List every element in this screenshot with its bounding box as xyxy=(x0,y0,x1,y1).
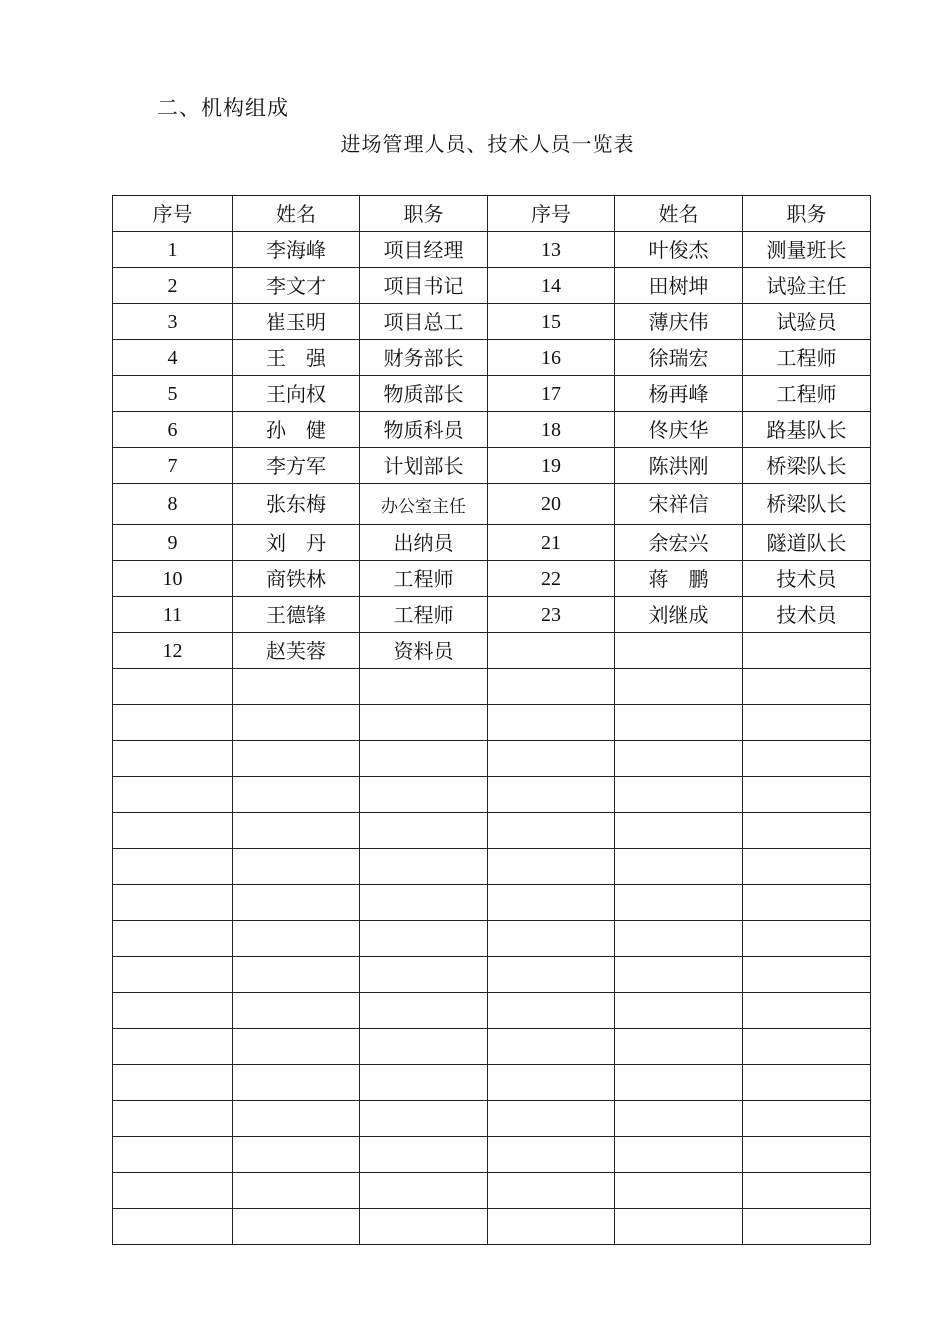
name-cell: 王德锋 xyxy=(233,597,360,633)
position-cell: 工程师 xyxy=(360,597,488,633)
table-row xyxy=(113,340,871,376)
position-cell: 物质部长 xyxy=(360,376,488,412)
empty-cell xyxy=(488,777,615,813)
seq-cell: 21 xyxy=(488,525,615,561)
section-heading: 二、机构组成 xyxy=(157,96,289,120)
name-cell: 刘 丹 xyxy=(233,525,360,561)
empty-cell xyxy=(360,1173,488,1209)
header-cell: 职务 xyxy=(360,196,488,232)
name-cell: 商铁林 xyxy=(233,561,360,597)
empty-cell xyxy=(233,993,360,1029)
name-cell: 陈洪刚 xyxy=(615,448,743,484)
empty-cell xyxy=(113,849,233,885)
empty-cell xyxy=(360,1137,488,1173)
empty-cell xyxy=(113,1065,233,1101)
empty-cell xyxy=(615,885,743,921)
table-row xyxy=(113,633,871,669)
table-title: 进场管理人员、技术人员一览表 xyxy=(340,132,635,156)
position-cell: 隧道队长 xyxy=(743,525,871,561)
table-row xyxy=(113,412,871,448)
table-row xyxy=(113,525,871,561)
position-cell xyxy=(743,633,871,669)
name-cell: 徐瑞宏 xyxy=(615,340,743,376)
empty-row xyxy=(113,1029,871,1065)
seq-cell: 10 xyxy=(113,561,233,597)
name-cell: 王向权 xyxy=(233,376,360,412)
position-cell: 测量班长 xyxy=(743,232,871,268)
name-cell: 孙 健 xyxy=(233,412,360,448)
seq-cell: 18 xyxy=(488,412,615,448)
position-cell: 桥梁队长 xyxy=(743,484,871,525)
seq-cell: 13 xyxy=(488,232,615,268)
empty-cell xyxy=(233,957,360,993)
position-cell: 项目经理 xyxy=(360,232,488,268)
empty-cell xyxy=(615,1029,743,1065)
empty-cell xyxy=(743,669,871,705)
empty-row xyxy=(113,777,871,813)
empty-row xyxy=(113,741,871,777)
position-cell: 桥梁队长 xyxy=(743,448,871,484)
name-cell xyxy=(615,633,743,669)
empty-cell xyxy=(743,813,871,849)
seq-cell: 22 xyxy=(488,561,615,597)
position-cell: 资料员 xyxy=(360,633,488,669)
position-cell: 工程师 xyxy=(743,376,871,412)
empty-cell xyxy=(113,1029,233,1065)
position-cell: 物质科员 xyxy=(360,412,488,448)
empty-cell xyxy=(743,1209,871,1245)
seq-cell: 5 xyxy=(113,376,233,412)
empty-cell xyxy=(360,705,488,741)
empty-cell xyxy=(615,813,743,849)
empty-cell xyxy=(488,1065,615,1101)
empty-cell xyxy=(615,1137,743,1173)
empty-cell xyxy=(360,921,488,957)
empty-cell xyxy=(488,1137,615,1173)
seq-cell: 9 xyxy=(113,525,233,561)
seq-cell: 15 xyxy=(488,304,615,340)
header-row xyxy=(113,196,871,232)
empty-cell xyxy=(233,669,360,705)
position-cell: 技术员 xyxy=(743,597,871,633)
empty-cell xyxy=(743,741,871,777)
empty-row xyxy=(113,1173,871,1209)
name-cell: 崔玉明 xyxy=(233,304,360,340)
name-cell: 王 强 xyxy=(233,340,360,376)
empty-cell xyxy=(233,705,360,741)
empty-row xyxy=(113,957,871,993)
position-cell: 工程师 xyxy=(743,340,871,376)
empty-cell xyxy=(615,777,743,813)
empty-cell xyxy=(113,921,233,957)
empty-cell xyxy=(360,1029,488,1065)
empty-cell xyxy=(615,1101,743,1137)
empty-cell xyxy=(488,849,615,885)
empty-cell xyxy=(233,1173,360,1209)
empty-cell xyxy=(743,993,871,1029)
empty-cell xyxy=(233,1101,360,1137)
header-cell: 姓名 xyxy=(615,196,743,232)
table-row xyxy=(113,268,871,304)
seq-cell: 23 xyxy=(488,597,615,633)
empty-cell xyxy=(360,1065,488,1101)
empty-cell xyxy=(233,885,360,921)
empty-cell xyxy=(488,993,615,1029)
empty-cell xyxy=(615,1065,743,1101)
empty-cell xyxy=(233,1065,360,1101)
empty-cell xyxy=(113,993,233,1029)
empty-row xyxy=(113,885,871,921)
empty-cell xyxy=(488,669,615,705)
empty-cell xyxy=(233,849,360,885)
empty-cell xyxy=(360,993,488,1029)
seq-cell: 4 xyxy=(113,340,233,376)
seq-cell: 17 xyxy=(488,376,615,412)
empty-cell xyxy=(615,669,743,705)
empty-row xyxy=(113,921,871,957)
name-cell: 叶俊杰 xyxy=(615,232,743,268)
empty-cell xyxy=(113,813,233,849)
empty-cell xyxy=(233,777,360,813)
empty-cell xyxy=(743,957,871,993)
position-cell: 试验员 xyxy=(743,304,871,340)
empty-cell xyxy=(233,813,360,849)
empty-cell xyxy=(360,777,488,813)
table-row xyxy=(113,484,871,525)
name-cell: 赵芙蓉 xyxy=(233,633,360,669)
header-cell: 职务 xyxy=(743,196,871,232)
empty-cell xyxy=(615,741,743,777)
empty-cell xyxy=(488,885,615,921)
empty-cell xyxy=(360,885,488,921)
empty-cell xyxy=(360,957,488,993)
empty-cell xyxy=(113,957,233,993)
empty-cell xyxy=(743,1137,871,1173)
position-cell: 试验主任 xyxy=(743,268,871,304)
empty-cell xyxy=(743,1173,871,1209)
empty-cell xyxy=(360,849,488,885)
table-row xyxy=(113,561,871,597)
empty-cell xyxy=(743,777,871,813)
position-cell: 项目总工 xyxy=(360,304,488,340)
seq-cell: 1 xyxy=(113,232,233,268)
empty-cell xyxy=(113,669,233,705)
empty-row xyxy=(113,849,871,885)
empty-cell xyxy=(113,1101,233,1137)
empty-cell xyxy=(743,885,871,921)
seq-cell: 6 xyxy=(113,412,233,448)
empty-cell xyxy=(360,813,488,849)
empty-cell xyxy=(488,705,615,741)
empty-cell xyxy=(743,1101,871,1137)
position-cell: 出纳员 xyxy=(360,525,488,561)
empty-row xyxy=(113,669,871,705)
position-cell: 计划部长 xyxy=(360,448,488,484)
position-cell: 办公室主任 xyxy=(360,484,488,525)
empty-cell xyxy=(615,1173,743,1209)
empty-cell xyxy=(360,741,488,777)
name-cell: 杨再峰 xyxy=(615,376,743,412)
seq-cell: 7 xyxy=(113,448,233,484)
position-cell: 路基队长 xyxy=(743,412,871,448)
name-cell: 田树坤 xyxy=(615,268,743,304)
empty-cell xyxy=(113,777,233,813)
empty-cell xyxy=(743,1029,871,1065)
empty-cell xyxy=(360,669,488,705)
empty-cell xyxy=(615,957,743,993)
table-row xyxy=(113,304,871,340)
empty-cell xyxy=(113,1173,233,1209)
empty-cell xyxy=(233,921,360,957)
table-row xyxy=(113,448,871,484)
empty-cell xyxy=(488,921,615,957)
seq-cell: 2 xyxy=(113,268,233,304)
seq-cell: 11 xyxy=(113,597,233,633)
name-cell: 刘继成 xyxy=(615,597,743,633)
empty-cell xyxy=(615,1209,743,1245)
empty-cell xyxy=(113,741,233,777)
empty-cell xyxy=(488,1209,615,1245)
personnel-table-body xyxy=(113,196,871,1245)
header-cell: 序号 xyxy=(488,196,615,232)
empty-row xyxy=(113,1065,871,1101)
table-row xyxy=(113,597,871,633)
position-cell: 技术员 xyxy=(743,561,871,597)
empty-cell xyxy=(233,1137,360,1173)
empty-cell xyxy=(615,705,743,741)
name-cell: 佟庆华 xyxy=(615,412,743,448)
empty-cell xyxy=(233,741,360,777)
empty-row xyxy=(113,813,871,849)
seq-cell: 20 xyxy=(488,484,615,525)
empty-cell xyxy=(488,957,615,993)
empty-cell xyxy=(488,1173,615,1209)
name-cell: 李文才 xyxy=(233,268,360,304)
empty-cell xyxy=(743,705,871,741)
empty-row xyxy=(113,1137,871,1173)
empty-row xyxy=(113,1209,871,1245)
empty-cell xyxy=(113,1209,233,1245)
empty-cell xyxy=(113,1137,233,1173)
seq-cell: 3 xyxy=(113,304,233,340)
empty-cell xyxy=(113,885,233,921)
table-row xyxy=(113,376,871,412)
name-cell: 张东梅 xyxy=(233,484,360,525)
empty-cell xyxy=(233,1209,360,1245)
seq-cell: 16 xyxy=(488,340,615,376)
empty-row xyxy=(113,1101,871,1137)
empty-cell xyxy=(233,1029,360,1065)
empty-row xyxy=(113,993,871,1029)
position-cell: 工程师 xyxy=(360,561,488,597)
empty-cell xyxy=(113,705,233,741)
seq-cell: 12 xyxy=(113,633,233,669)
empty-cell xyxy=(488,813,615,849)
empty-row xyxy=(113,705,871,741)
empty-cell xyxy=(615,849,743,885)
seq-cell: 14 xyxy=(488,268,615,304)
seq-cell: 8 xyxy=(113,484,233,525)
empty-cell xyxy=(488,1029,615,1065)
seq-cell: 19 xyxy=(488,448,615,484)
empty-cell xyxy=(743,1065,871,1101)
position-cell: 财务部长 xyxy=(360,340,488,376)
name-cell: 李方军 xyxy=(233,448,360,484)
empty-cell xyxy=(360,1209,488,1245)
table-row xyxy=(113,232,871,268)
header-cell: 姓名 xyxy=(233,196,360,232)
name-cell: 余宏兴 xyxy=(615,525,743,561)
empty-cell xyxy=(615,921,743,957)
empty-cell xyxy=(743,921,871,957)
name-cell: 李海峰 xyxy=(233,232,360,268)
seq-cell xyxy=(488,633,615,669)
empty-cell xyxy=(615,993,743,1029)
name-cell: 宋祥信 xyxy=(615,484,743,525)
header-cell: 序号 xyxy=(113,196,233,232)
position-cell: 项目书记 xyxy=(360,268,488,304)
empty-cell xyxy=(488,741,615,777)
empty-cell xyxy=(743,849,871,885)
name-cell: 薄庆伟 xyxy=(615,304,743,340)
name-cell: 蒋 鹏 xyxy=(615,561,743,597)
empty-cell xyxy=(360,1101,488,1137)
empty-cell xyxy=(488,1101,615,1137)
personnel-table xyxy=(112,195,871,1245)
